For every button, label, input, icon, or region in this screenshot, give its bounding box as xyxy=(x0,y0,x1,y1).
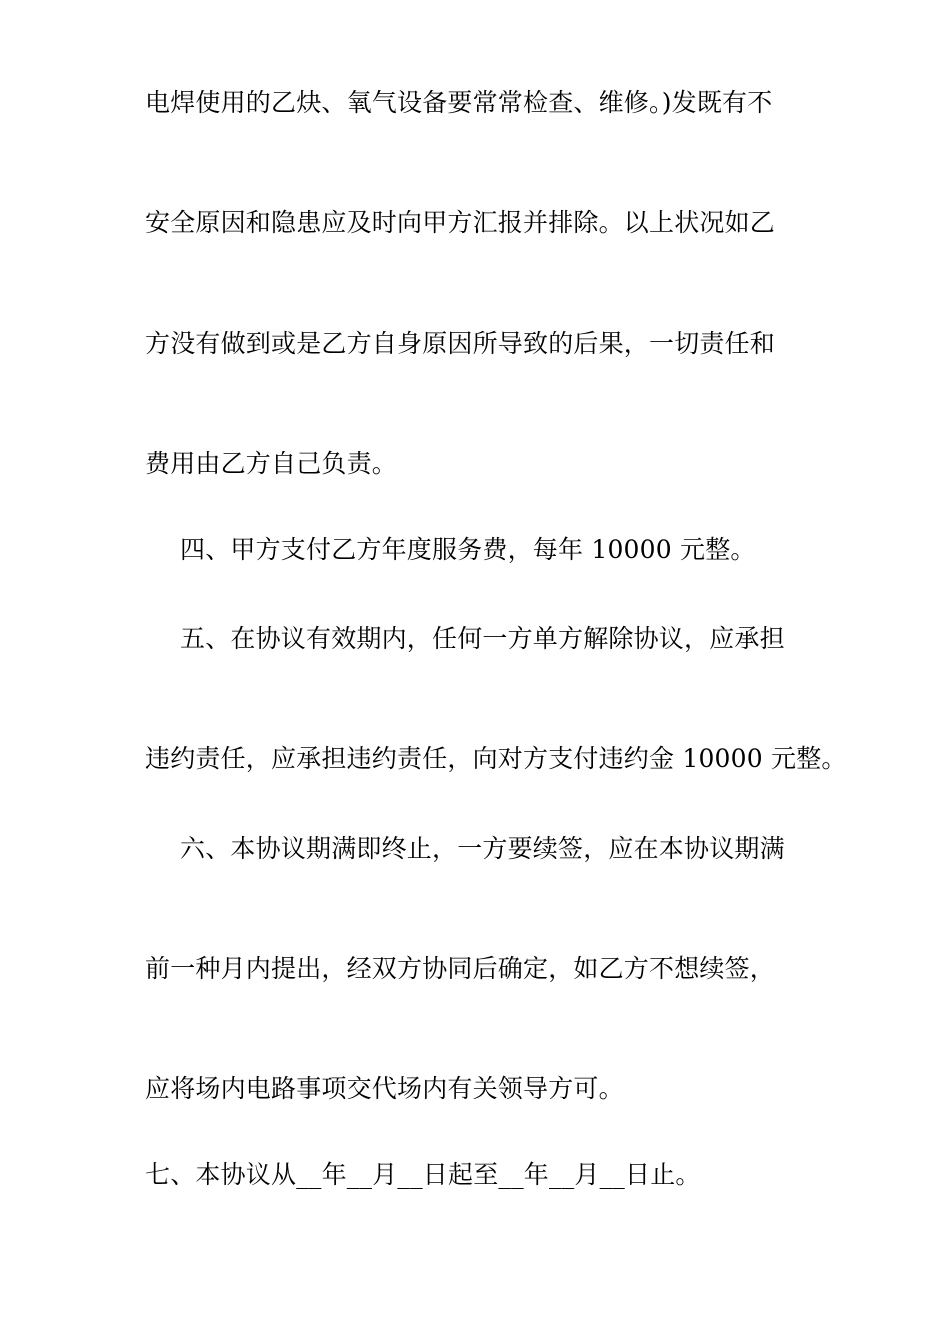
clause-six-line-1: 六、本协议期满即终止，一方要续签，应在本协议期满 xyxy=(180,834,785,863)
clause-six-line-2: 前一种月内提出，经双方协同后确定，如乙方不想续签， xyxy=(145,954,776,983)
paragraph-line-2: 安全原因和隐患应及时向甲方汇报并排除。以上状况如乙 xyxy=(145,208,776,237)
paragraph-line-4: 费用由乙方自己负责。 xyxy=(145,449,398,478)
clause-six-line-3: 应将场内电路事项交代场内有关领导方可。 xyxy=(145,1074,624,1103)
paragraph-line-1: 电焊使用的乙炔、氧气设备要常常检查、维修。)发既有不 xyxy=(145,88,773,117)
clause-five-line-2: 违约责任，应承担违约责任，向对方支付违约金 10000 元整。 xyxy=(145,744,847,773)
clause-five-line-1: 五、在协议有效期内，任何一方单方解除协议，应承担 xyxy=(180,624,785,653)
clause-four-line: 四、甲方支付乙方年度服务费，每年 10000 元整。 xyxy=(180,535,756,564)
paragraph-line-3: 方没有做到或是乙方自身原因所导致的后果，一切责任和 xyxy=(145,329,776,358)
clause-seven-line: 七、本协议从__年__月__日起至__年__月__日止。 xyxy=(145,1160,701,1189)
